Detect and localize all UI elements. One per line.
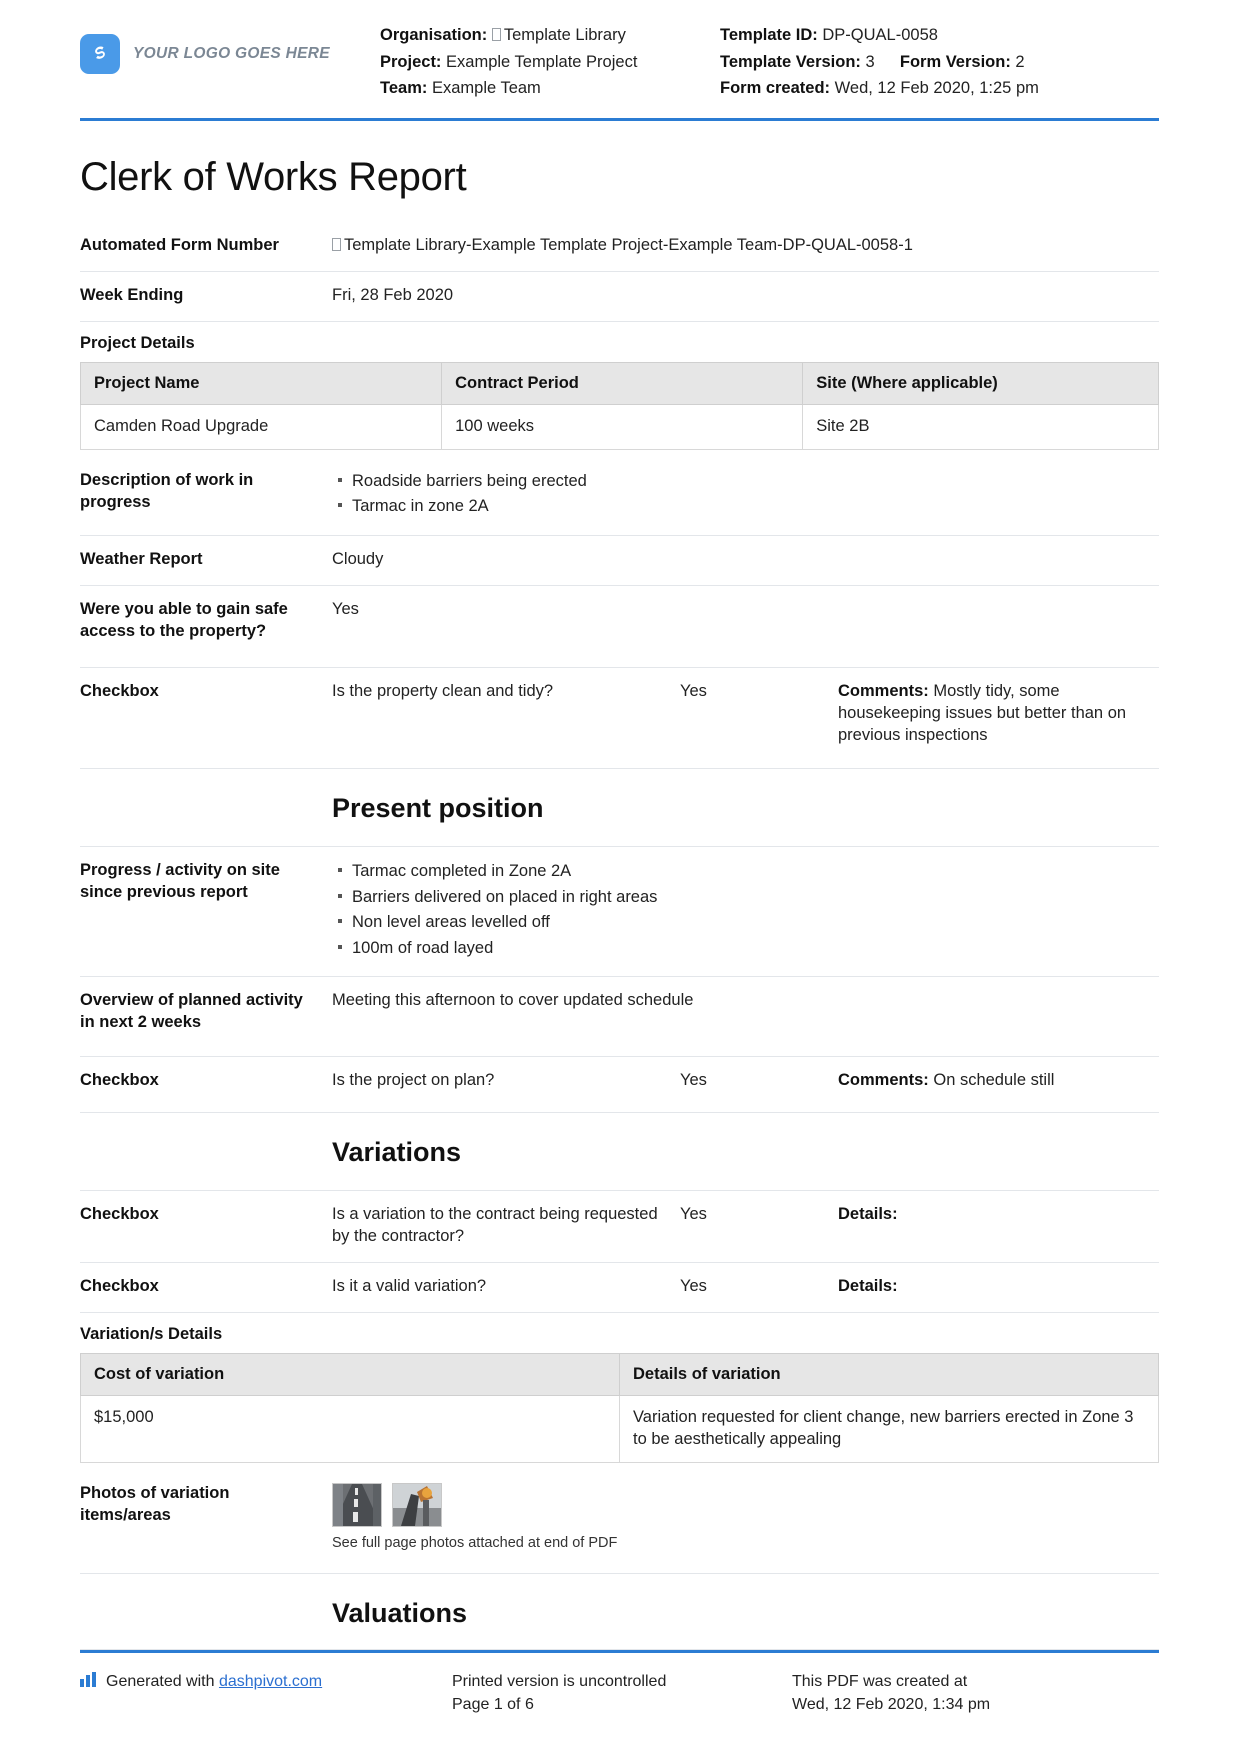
description-list	[332, 470, 1159, 521]
field-row-photos	[80, 1467, 1159, 1573]
checkbox-answer: Yes	[680, 1205, 707, 1224]
photo-thumbnail-works[interactable]	[392, 1483, 442, 1527]
checkbox-question: Is a variation to the contract being requested by the contractor?	[332, 1205, 658, 1245]
checkbox-label: Checkbox	[80, 1205, 159, 1224]
field-row-overview	[80, 976, 1159, 1056]
checkbox-question: Is it a valid variation?	[332, 1276, 487, 1295]
section-title: Variations	[332, 1137, 462, 1168]
form-created-line	[720, 75, 1039, 102]
footer-generated	[80, 1670, 452, 1716]
team-label: Team:	[380, 79, 428, 98]
table-header-row	[81, 363, 1159, 405]
list-item: Tarmac completed in Zone 2A	[352, 860, 1159, 885]
document-header	[80, 0, 1159, 121]
organisation-value: Template Library	[503, 26, 626, 44]
column-site: Site (Where applicable)	[803, 363, 1159, 405]
checkbox-row-variation-requested	[80, 1190, 1159, 1262]
cell-project-name: Camden Road Upgrade	[81, 405, 442, 450]
checkbox-details	[838, 1204, 1159, 1226]
details-label: Details:	[838, 1276, 898, 1295]
checkbox-question: Is the project on plan?	[332, 1071, 495, 1090]
checkbox-answer: Yes	[680, 1071, 707, 1090]
form-version-value: 2	[1015, 52, 1025, 71]
section-heading-variations	[80, 1112, 1159, 1190]
automated-form-number-label: Automated Form Number	[80, 236, 279, 255]
photo-thumbnail-road[interactable]	[332, 1483, 382, 1527]
variation-details-label: Variation/s Details	[80, 1312, 1159, 1353]
comments-value: Mostly tidy, some housekeeping issues but better than on previous inspections	[838, 681, 1127, 744]
section-title: Valuations	[332, 1598, 468, 1628]
progress-label: Progress / activity on site since previous report	[80, 861, 280, 902]
created-line-2: Wed, 12 Feb 2020, 1:34 pm	[792, 1695, 991, 1713]
overview-value: Meeting this afternoon to cover updated schedule	[332, 991, 694, 1010]
printed-line-2: Page 1 of 6	[452, 1695, 534, 1713]
column-contract-period: Contract Period	[442, 363, 803, 405]
cell-cost-of-variation: $15,000	[81, 1395, 620, 1462]
printed-line-1: Printed version is uncontrolled	[452, 1672, 667, 1690]
company-logo-icon	[80, 34, 120, 74]
chart-bars-icon	[80, 1671, 97, 1694]
column-details-of-variation: Details of variation	[620, 1353, 1159, 1395]
column-cost-of-variation: Cost of variation	[81, 1353, 620, 1395]
automated-form-number-value: Template Library-Example Template Project-Example Team-DP-QUAL-0058-1	[344, 236, 913, 255]
list-item: Barriers delivered on placed in right areas	[352, 886, 1159, 911]
weather-value: Cloudy	[332, 549, 384, 568]
week-ending-label: Week Ending	[80, 286, 184, 305]
project-value: Example Template Project	[446, 52, 638, 71]
checkbox-answer: Yes	[680, 1276, 707, 1295]
description-value	[332, 470, 1159, 521]
field-row-weather	[80, 535, 1159, 585]
template-version-label: Template Version:	[720, 52, 861, 71]
template-version-line	[720, 49, 1039, 76]
header-meta-left	[380, 22, 720, 102]
checkbox-answer: Yes	[680, 681, 707, 700]
progress-value	[332, 860, 1159, 962]
organisation-label: Organisation:	[380, 26, 488, 44]
comments-value: On schedule still	[933, 1071, 1055, 1090]
list-item: Non level areas levelled off	[352, 911, 1159, 936]
safe-access-label: Were you able to gain safe access to the property?	[80, 599, 288, 640]
photos-label: Photos of variation items/areas	[80, 1483, 230, 1524]
footer-created	[792, 1670, 1159, 1716]
photos-value	[332, 1483, 1159, 1553]
section-heading-present-position	[80, 768, 1159, 846]
column-project-name: Project Name	[81, 363, 442, 405]
checkbox-row-project-on-plan	[80, 1056, 1159, 1112]
weather-label: Weather Report	[80, 549, 203, 568]
project-line	[380, 49, 720, 76]
organisation-line	[380, 22, 720, 49]
checkbox-label: Checkbox	[80, 1071, 159, 1090]
template-version-value: 3	[865, 52, 875, 71]
section-heading-valuations	[80, 1573, 1159, 1649]
form-version-label: Form Version:	[899, 52, 1011, 71]
form-created-label: Form created:	[720, 79, 831, 98]
template-id-label: Template ID:	[720, 26, 818, 44]
checkbox-label: Checkbox	[80, 681, 159, 700]
safe-access-value: Yes	[332, 599, 359, 618]
details-label: Details:	[838, 1205, 898, 1224]
template-id-value: DP-QUAL-0058	[822, 26, 938, 44]
header-meta-right	[720, 22, 1039, 102]
document-footer	[80, 1650, 1159, 1716]
progress-list	[332, 860, 1159, 962]
checkbox-details	[838, 1276, 1159, 1298]
checkbox-label: Checkbox	[80, 1276, 159, 1295]
field-row-description	[80, 454, 1159, 535]
automated-form-number-value-wrap	[332, 235, 1159, 257]
checkbox-row-valid-variation	[80, 1262, 1159, 1312]
field-row-automated-form-number	[80, 222, 1159, 271]
variation-details-table	[80, 1353, 1159, 1463]
placeholder-glyph-icon	[492, 28, 501, 41]
table-header-row	[81, 1353, 1159, 1395]
overview-label: Overview of planned activity in next 2 weeks	[80, 991, 303, 1032]
project-details-table	[80, 362, 1159, 450]
list-item: Roadside barriers being erected	[352, 470, 1159, 495]
comments-label: Comments:	[838, 1071, 929, 1090]
template-id-line	[720, 22, 1039, 49]
form-created-value: Wed, 12 Feb 2020, 1:25 pm	[834, 79, 1039, 98]
generated-prefix: Generated with	[106, 1672, 215, 1690]
photo-thumbnails	[332, 1483, 1159, 1527]
photos-note: See full page photos attached at end of PDF	[332, 1534, 618, 1551]
placeholder-glyph-icon	[332, 238, 341, 251]
logo-block	[80, 22, 380, 74]
description-label: Description of work in progress	[80, 470, 254, 511]
dashpivot-link[interactable]: dashpivot.com	[218, 1672, 323, 1690]
cell-details-of-variation: Variation requested for client change, new barriers erected in Zone 3 to be aesthetically appealing	[620, 1395, 1159, 1462]
week-ending-value: Fri, 28 Feb 2020	[332, 286, 454, 305]
table-row	[81, 405, 1159, 450]
checkbox-comments	[838, 1070, 1159, 1092]
field-row-safe-access	[80, 585, 1159, 667]
checkbox-comments	[838, 681, 1159, 747]
checkbox-row-property-clean	[80, 667, 1159, 769]
footer-printed	[452, 1670, 792, 1716]
project-details-label: Project Details	[80, 321, 1159, 362]
cell-contract-period: 100 weeks	[442, 405, 803, 450]
project-label: Project:	[380, 52, 442, 71]
cell-site: Site 2B	[803, 405, 1159, 450]
team-value: Example Team	[431, 79, 541, 98]
section-title: Present position	[332, 793, 544, 824]
team-line	[380, 75, 720, 102]
page-title: Clerk of Works Report	[80, 155, 467, 200]
table-row	[81, 1395, 1159, 1462]
created-line-1: This PDF was created at	[792, 1672, 968, 1690]
generated-text	[106, 1670, 322, 1693]
checkbox-question: Is the property clean and tidy?	[332, 681, 554, 700]
field-row-progress	[80, 846, 1159, 976]
list-item: Tarmac in zone 2A	[352, 495, 1159, 520]
field-row-week-ending	[80, 271, 1159, 321]
logo-text: YOUR LOGO GOES HERE	[133, 45, 330, 62]
list-item: 100m of road layed	[352, 937, 1159, 962]
comments-label: Comments:	[838, 681, 929, 700]
